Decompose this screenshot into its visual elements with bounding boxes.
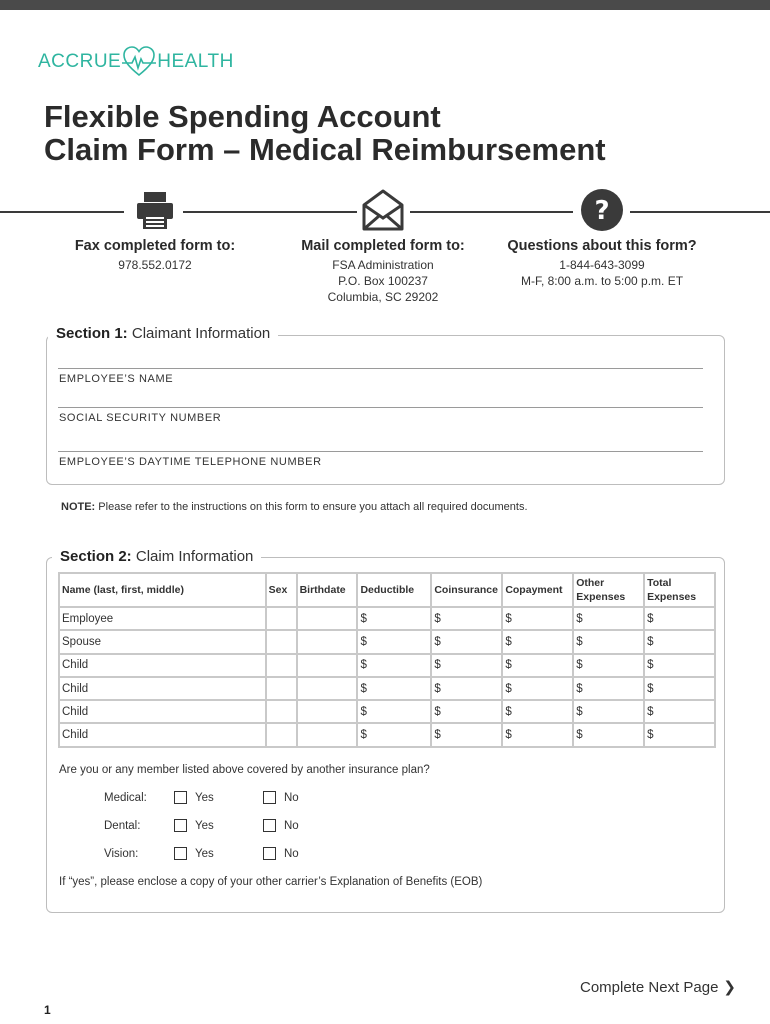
- dental-no-checkbox[interactable]: [263, 819, 276, 832]
- header-other-expenses: Other Expenses: [573, 573, 644, 607]
- other-expenses-cell[interactable]: $: [573, 654, 644, 677]
- svg-text:?: ?: [594, 196, 610, 226]
- claim-table: [58, 572, 716, 748]
- phone-line: [58, 451, 703, 452]
- question-icon: [578, 186, 626, 234]
- coverage-label: Vision:: [104, 847, 139, 860]
- mail-line-1: FSA Administration: [332, 258, 434, 272]
- medical-yes-checkbox[interactable]: [174, 791, 187, 804]
- birthdate-cell[interactable]: [297, 700, 358, 723]
- total-expenses-cell[interactable]: $: [644, 654, 715, 677]
- medical-no-checkbox[interactable]: [263, 791, 276, 804]
- birthdate-cell[interactable]: [297, 677, 358, 700]
- vision-yes-checkbox[interactable]: [174, 847, 187, 860]
- sex-cell[interactable]: [266, 700, 297, 723]
- questions-contact: [496, 238, 708, 289]
- questions-hours: M-F, 8:00 a.m. to 5:00 p.m. ET: [520, 274, 684, 288]
- mail-line-2: P.O. Box 100237: [338, 274, 428, 288]
- title-line-1: Flexible Spending Account: [44, 99, 441, 134]
- header-coinsurance: Coinsurance: [431, 573, 502, 607]
- table-header-row: [59, 573, 715, 607]
- note-label: NOTE:: [61, 501, 96, 513]
- birthdate-cell[interactable]: [297, 723, 358, 746]
- copayment-cell[interactable]: $: [502, 677, 573, 700]
- ssn-line: [58, 407, 703, 408]
- header-copayment: Copayment: [502, 573, 573, 607]
- deductible-cell[interactable]: $: [357, 654, 431, 677]
- total-expenses-cell[interactable]: $: [644, 723, 715, 746]
- deductible-cell[interactable]: $: [357, 700, 431, 723]
- other-insurance-question: Are you or any member listed above covered by another insurance plan?: [59, 764, 430, 776]
- questions-phone: 1-844-643-3099: [559, 258, 645, 272]
- next-page-label: Complete Next Page: [580, 978, 719, 996]
- coinsurance-cell[interactable]: $: [431, 630, 502, 653]
- copayment-cell[interactable]: $: [502, 700, 573, 723]
- divider-line: [630, 211, 770, 213]
- coinsurance-cell[interactable]: $: [431, 700, 502, 723]
- yes-label: Yes: [195, 791, 214, 804]
- table-row: [59, 700, 715, 723]
- coverage-row-vision: [104, 847, 352, 860]
- deductible-cell[interactable]: $: [357, 723, 431, 746]
- dental-yes-checkbox[interactable]: [174, 819, 187, 832]
- coverage-label: Medical:: [104, 791, 147, 804]
- fax-number: 978.552.0172: [118, 258, 192, 272]
- questions-heading: Questions about this form?: [507, 238, 697, 254]
- row-label: Child: [59, 723, 266, 746]
- table-row: [59, 677, 715, 700]
- phone-label: EMPLOYEE’S DAYTIME TELEPHONE NUMBER: [59, 456, 322, 468]
- section-1-subtitle: Claimant Information: [131, 325, 271, 342]
- coverage-label: Dental:: [104, 819, 141, 832]
- other-expenses-cell[interactable]: $: [573, 630, 644, 653]
- section-2-subtitle: Claim Information: [135, 548, 254, 565]
- deductible-cell[interactable]: $: [357, 607, 431, 630]
- no-label: No: [284, 819, 299, 832]
- page-title: [44, 100, 606, 166]
- no-label: No: [284, 847, 299, 860]
- row-label: Child: [59, 700, 266, 723]
- note-text: [61, 501, 528, 513]
- complete-next-page: [580, 978, 736, 996]
- deductible-cell[interactable]: $: [357, 630, 431, 653]
- copayment-cell[interactable]: $: [502, 723, 573, 746]
- sex-cell[interactable]: [266, 677, 297, 700]
- divider-line: [0, 211, 124, 213]
- coverage-row-medical: [104, 791, 352, 804]
- table-row: [59, 723, 715, 746]
- table-row: [59, 630, 715, 653]
- total-expenses-cell[interactable]: $: [644, 607, 715, 630]
- birthdate-cell[interactable]: [297, 654, 358, 677]
- row-label: Employee: [59, 607, 266, 630]
- other-expenses-cell[interactable]: $: [573, 677, 644, 700]
- heart-pulse-icon: [121, 44, 157, 80]
- header-sex: Sex: [266, 573, 297, 607]
- header-total-expenses: Total Expenses: [644, 573, 715, 607]
- total-expenses-cell[interactable]: $: [644, 700, 715, 723]
- total-expenses-cell[interactable]: $: [644, 677, 715, 700]
- page-number: 1: [44, 1003, 51, 1017]
- birthdate-cell[interactable]: [297, 630, 358, 653]
- table-row: [59, 607, 715, 630]
- section-1-title: [48, 325, 278, 342]
- note-body: Please refer to the instructions on this form to ensure you attach all required documents.: [98, 501, 528, 513]
- employee-name-line: [58, 368, 703, 369]
- mail-icon: [359, 186, 407, 234]
- fax-icon: [131, 186, 179, 234]
- coinsurance-cell[interactable]: $: [431, 607, 502, 630]
- deductible-cell[interactable]: $: [357, 677, 431, 700]
- birthdate-cell[interactable]: [297, 607, 358, 630]
- divider-line: [183, 211, 357, 213]
- yes-label: Yes: [195, 847, 214, 860]
- logo-text-left: ACCRUE: [38, 51, 122, 72]
- eob-note: If “yes”, please enclose a copy of your other carrier’s Explanation of Benefits (EOB): [59, 876, 483, 888]
- row-label: Spouse: [59, 630, 266, 653]
- top-bar: [0, 0, 770, 10]
- copayment-cell[interactable]: $: [502, 654, 573, 677]
- section-2-title: [52, 548, 261, 565]
- row-label: Child: [59, 654, 266, 677]
- other-expenses-cell[interactable]: $: [573, 607, 644, 630]
- header-birthdate: Birthdate: [297, 573, 358, 607]
- total-expenses-cell[interactable]: $: [644, 630, 715, 653]
- divider-line: [410, 211, 573, 213]
- title-line-2: Claim Form – Medical Reimbursement: [44, 132, 606, 167]
- employee-name-label: EMPLOYEE’S NAME: [59, 373, 174, 385]
- ssn-label: SOCIAL SECURITY NUMBER: [59, 412, 222, 424]
- sex-cell[interactable]: [266, 607, 297, 630]
- no-label: No: [284, 791, 299, 804]
- header-name: Name (last, first, middle): [59, 573, 266, 607]
- mail-line-3: Columbia, SC 29202: [327, 290, 439, 304]
- section-2-label: Section 2:: [60, 548, 132, 565]
- mail-heading: Mail completed form to:: [301, 238, 465, 254]
- mail-contact: [283, 238, 483, 305]
- yes-label: Yes: [195, 819, 214, 832]
- fax-contact: [60, 238, 250, 273]
- fax-heading: Fax completed form to:: [74, 238, 236, 254]
- vision-no-checkbox[interactable]: [263, 847, 276, 860]
- coinsurance-cell[interactable]: $: [431, 654, 502, 677]
- other-expenses-cell[interactable]: $: [573, 700, 644, 723]
- copayment-cell[interactable]: $: [502, 607, 573, 630]
- copayment-cell[interactable]: $: [502, 630, 573, 653]
- sex-cell[interactable]: [266, 630, 297, 653]
- coverage-row-dental: [104, 819, 352, 832]
- table-row: [59, 654, 715, 677]
- logo-text-right: HEALTH: [157, 51, 234, 72]
- coinsurance-cell[interactable]: $: [431, 677, 502, 700]
- other-expenses-cell[interactable]: $: [573, 723, 644, 746]
- sex-cell[interactable]: [266, 654, 297, 677]
- row-label: Child: [59, 677, 266, 700]
- chevron-right-icon: ❯: [723, 979, 736, 996]
- header-deductible: Deductible: [357, 573, 431, 607]
- accrue-health-logo: [38, 42, 234, 82]
- section-1-label: Section 1:: [56, 325, 128, 342]
- sex-cell[interactable]: [266, 723, 297, 746]
- coinsurance-cell[interactable]: $: [431, 723, 502, 746]
